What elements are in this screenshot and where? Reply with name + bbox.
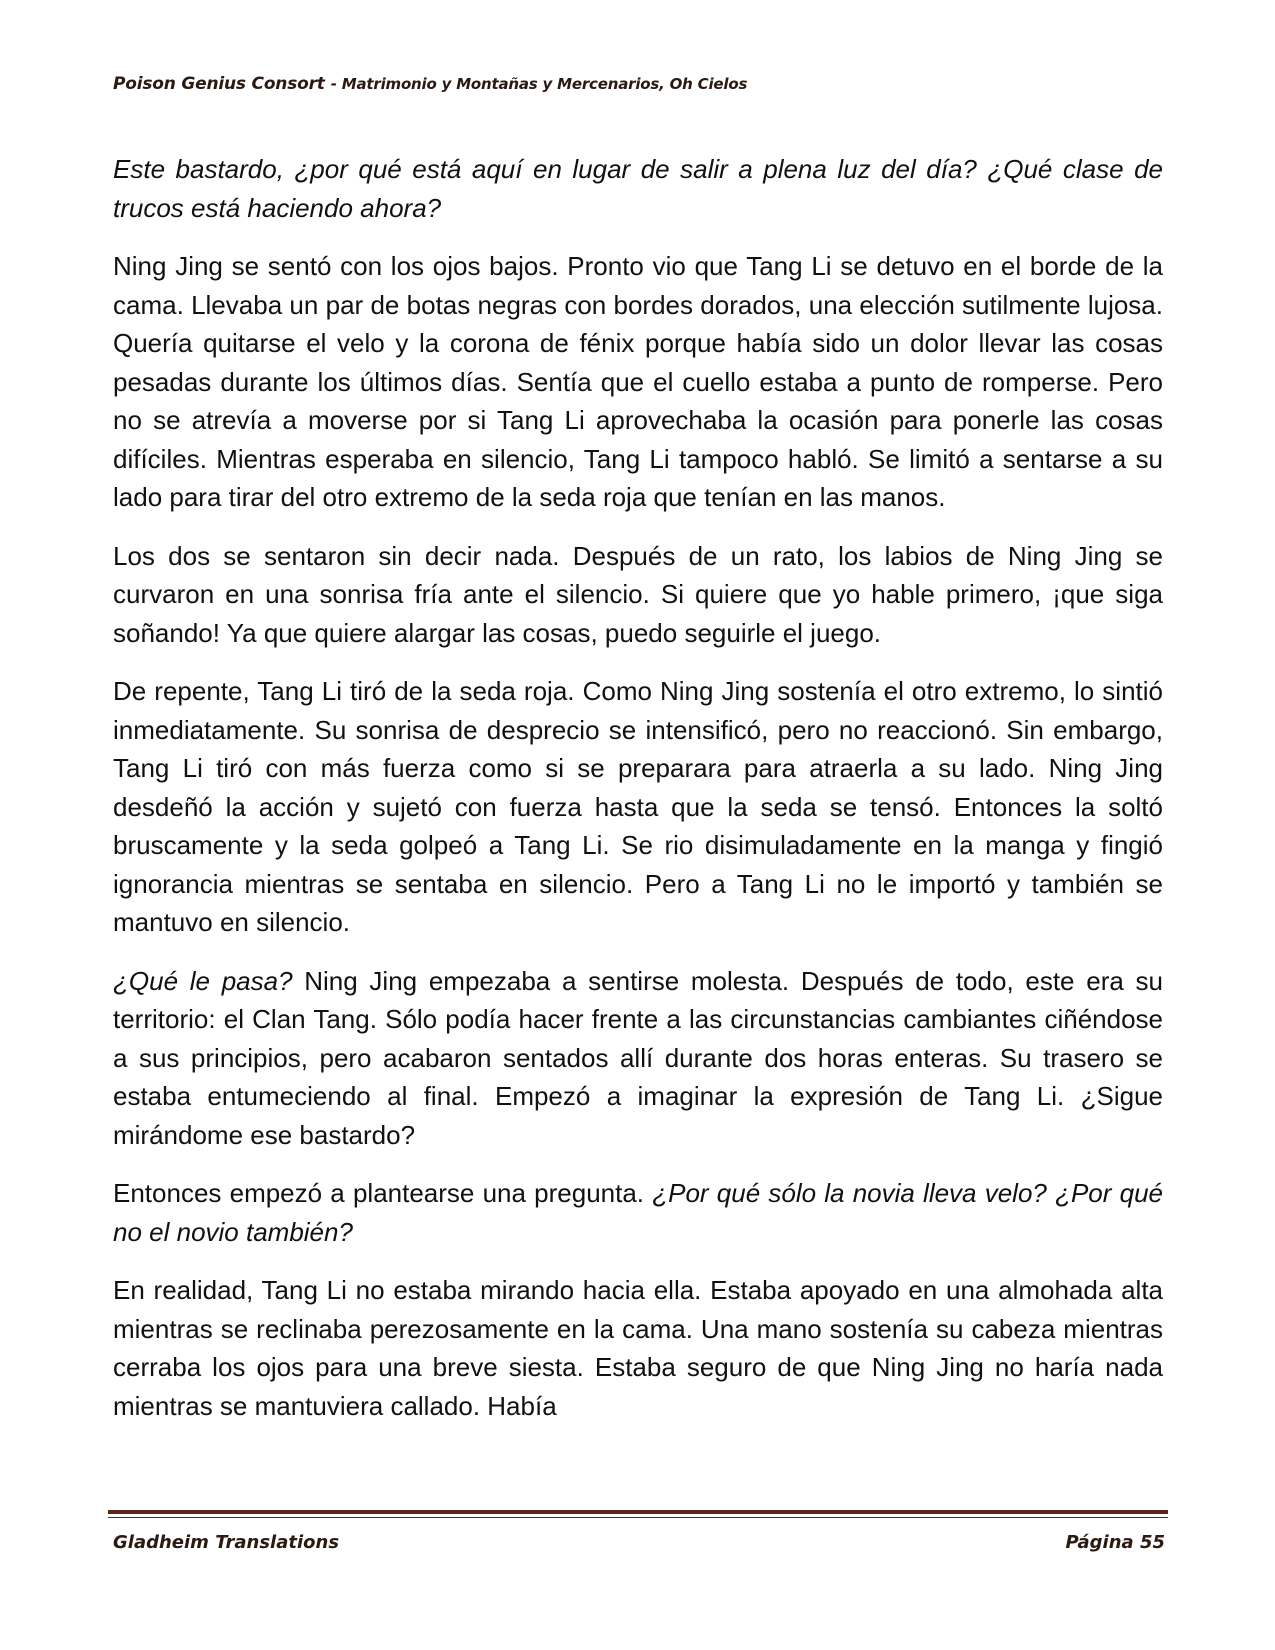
paragraph: Ning Jing se sentó con los ojos bajos. Pronto vio que Tang Li se detuvo en el borde de la cama. Llevaba un par de botas negras con bordes dorados, una elección sutilmente lujosa. Quería quitarse el velo y la corona de fénix porque había sido un dolor llevar las cosas pesadas durante los últimos días. Sentía que el cuello estaba a punto de romperse. Pero no se atrevía a moverse por si Tang Li aprovechaba la ocasión para ponerle las cosas difíciles. Mientras esperaba en silencio, Tang Li tampoco habló. Se limitó a sentarse a su lado para tirar del otro extremo de la seda roja que tenían en las manos. (113, 251, 1163, 512)
footer-publisher: Gladheim Translations (113, 1532, 340, 1553)
italic-thought: ¿Qué le pasa? (113, 965, 293, 996)
footer-divider (108, 1510, 1168, 1514)
page-number: Página 55 (1065, 1532, 1165, 1553)
paragraph: Este bastardo, ¿por qué está aquí en lugar de salir a plena luz del día? ¿Qué clase de trucos está haciendo ahora? (113, 154, 1163, 223)
book-title: Poison Genius Consort (113, 74, 325, 94)
paragraph: De repente, Tang Li tiró de la seda roja. Como Ning Jing sostenía el otro extremo, lo sintió inmediatamente. Su sonrisa de desprecio se intensificó, pero no reaccionó. Sin embargo, Tang Li tiró con más fuerza como si se preparara para atraerla a su lado. Ning Jing desdeñó la acción y sujetó con fuerza hasta que la seda se tensó. Entonces la soltó bruscamente y la seda golpeó a Tang Li. Se rio disimuladamente en la manga y fingió ignorancia mientras se sentaba en silencio. Pero a Tang Li no le importó y también se mantuvo en silencio. (113, 676, 1163, 937)
page-header (113, 74, 747, 94)
chapter-title: - Matrimonio y Montañas y Mercenarios, Oh Cielos (330, 75, 748, 93)
paragraph: Los dos se sentaron sin decir nada. Después de un rato, los labios de Ning Jing se curvaron en una sonrisa fría ante el silencio. Si quiere que yo hable primero, ¡que siga soñando! Ya que quiere alargar las cosas, puedo seguirle el juego. (113, 540, 1163, 648)
italic-thought: ¿Por qué sólo la novia lleva velo? ¿Por qué no el novio también? (113, 1178, 1163, 1247)
paragraph: ¿Qué le pasa? Ning Jing empezaba a sentirse molesta. Después de todo, este era su territorio: el Clan Tang. Sólo podía hacer frente a las circunstancias cambiantes ciñéndose a sus principios, pero acabaron sentados allí durante dos horas enteras. Su trasero se estaba entumeciendo al final. Empezó a imaginar la expresión de Tang Li. ¿Sigue mirándome ese bastardo? (113, 965, 1163, 1150)
footer-divider-thin (108, 1517, 1168, 1518)
paragraph: Entonces empezó a plantearse una pregunta. ¿Por qué sólo la novia lleva velo? ¿Por qué no el novio también? (113, 1178, 1163, 1247)
paragraph: En realidad, Tang Li no estaba mirando hacia ella. Estaba apoyado en una almohada alta mientras se reclinaba perezosamente en la cama. Una mano sostenía su cabeza mientras cerraba los ojos para una breve siesta. Estaba seguro de que Ning Jing no haría nada mientras se mantuviera callado. Había (113, 1275, 1163, 1421)
body-text (113, 150, 1163, 1445)
